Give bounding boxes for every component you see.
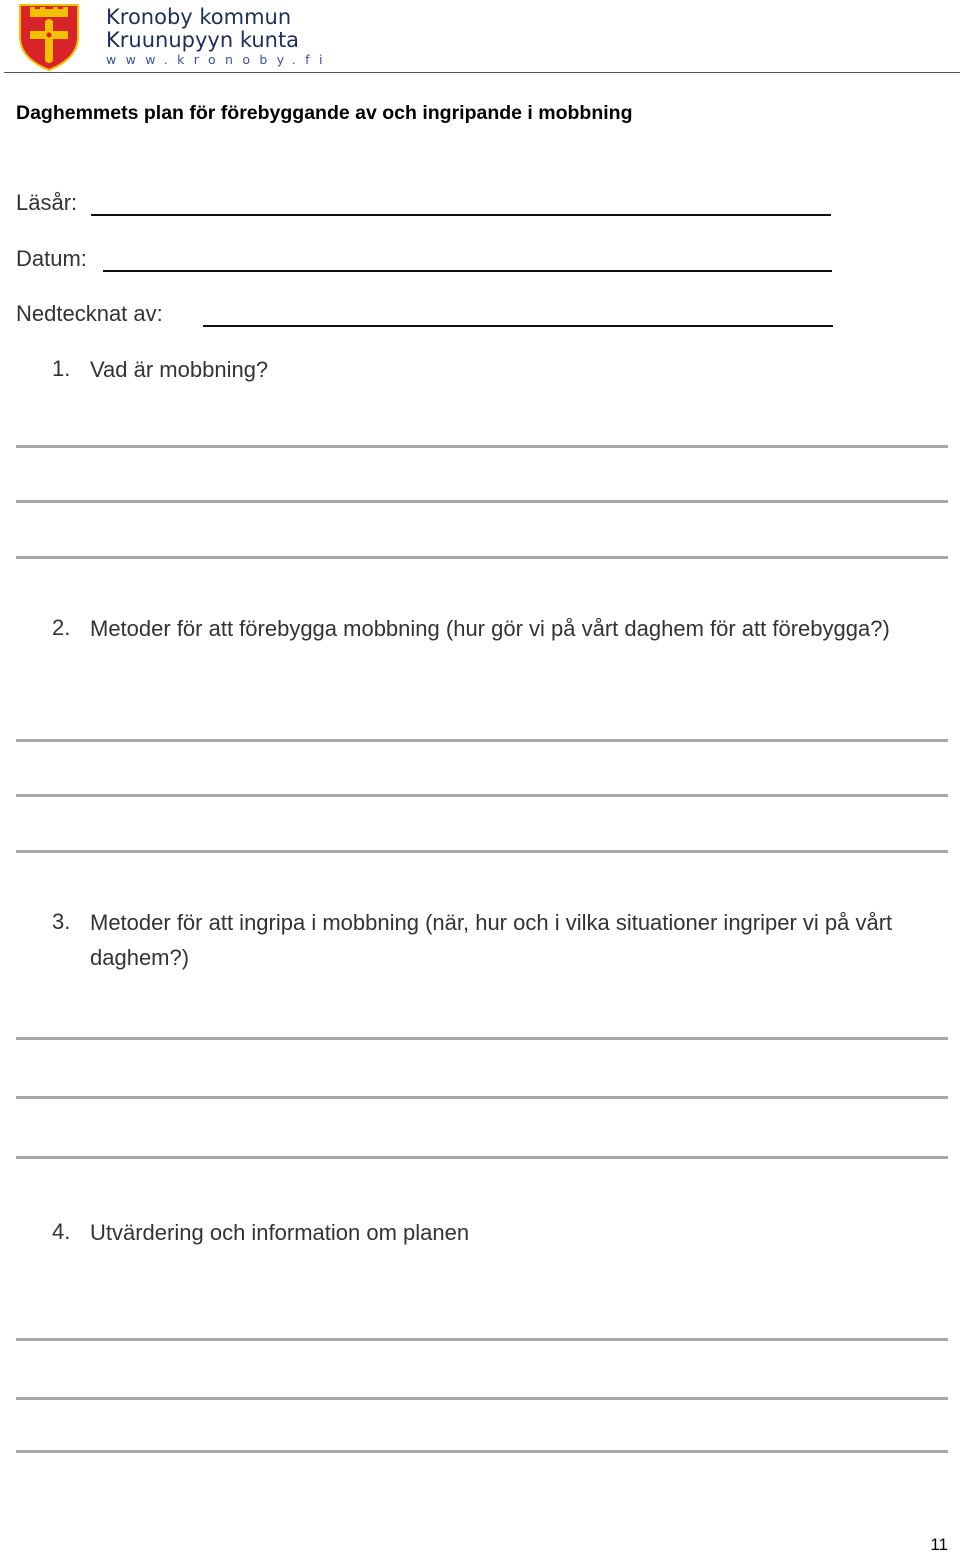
answer-line-q3-3[interactable]	[16, 1156, 948, 1159]
field-label-nedtecknat: Nedtecknat av:	[16, 301, 163, 326]
answer-line-q4-3[interactable]	[16, 1450, 948, 1453]
org-name-swedish: Kronoby kommun	[106, 5, 292, 29]
answer-line-q3-2[interactable]	[16, 1096, 948, 1099]
document-title: Daghemmets plan för förebyggande av och ingripande i mobbning	[16, 102, 633, 124]
field-label-lasar: Läsår:	[16, 190, 78, 215]
field-label-datum: Datum:	[16, 246, 87, 271]
answer-line-q2-2[interactable]	[16, 794, 948, 797]
field-line-datum[interactable]	[103, 270, 832, 272]
page-number: 11	[930, 1535, 948, 1554]
answer-line-q4-2[interactable]	[16, 1397, 948, 1400]
answer-line-q3-1[interactable]	[16, 1037, 948, 1040]
answer-line-q1-2[interactable]	[16, 500, 948, 503]
answer-line-q4-1[interactable]	[16, 1338, 948, 1341]
question-3-number: 3.	[52, 909, 71, 934]
question-1-text: Vad är mobbning?	[90, 357, 269, 382]
header-divider	[4, 72, 960, 73]
field-line-lasar[interactable]	[91, 214, 831, 216]
answer-line-q1-1[interactable]	[16, 445, 948, 448]
question-1-number: 1.	[52, 356, 71, 381]
question-2-number: 2.	[52, 615, 71, 640]
question-3-text: Metoder för att ingripa i mobbning (när, hur och i vilka situationer ingriper vi på vårt daghem?)	[90, 910, 893, 970]
website-link[interactable]: www.kronoby.fi	[106, 52, 332, 67]
question-4-number: 4.	[52, 1219, 71, 1244]
question-2-text: Metoder för att förebygga mobbning (hur gör vi på vårt daghem för att förebygga?)	[90, 616, 890, 641]
question-4-text: Utvärdering och information om planen	[90, 1220, 470, 1245]
org-name-finnish: Kruunupyyn kunta	[106, 28, 300, 52]
page-header	[0, 0, 960, 74]
answer-line-q1-3[interactable]	[16, 556, 948, 559]
coat-of-arms-icon	[18, 3, 80, 71]
field-line-nedtecknat[interactable]	[203, 325, 833, 327]
answer-line-q2-3[interactable]	[16, 850, 948, 853]
answer-line-q2-1[interactable]	[16, 739, 948, 742]
